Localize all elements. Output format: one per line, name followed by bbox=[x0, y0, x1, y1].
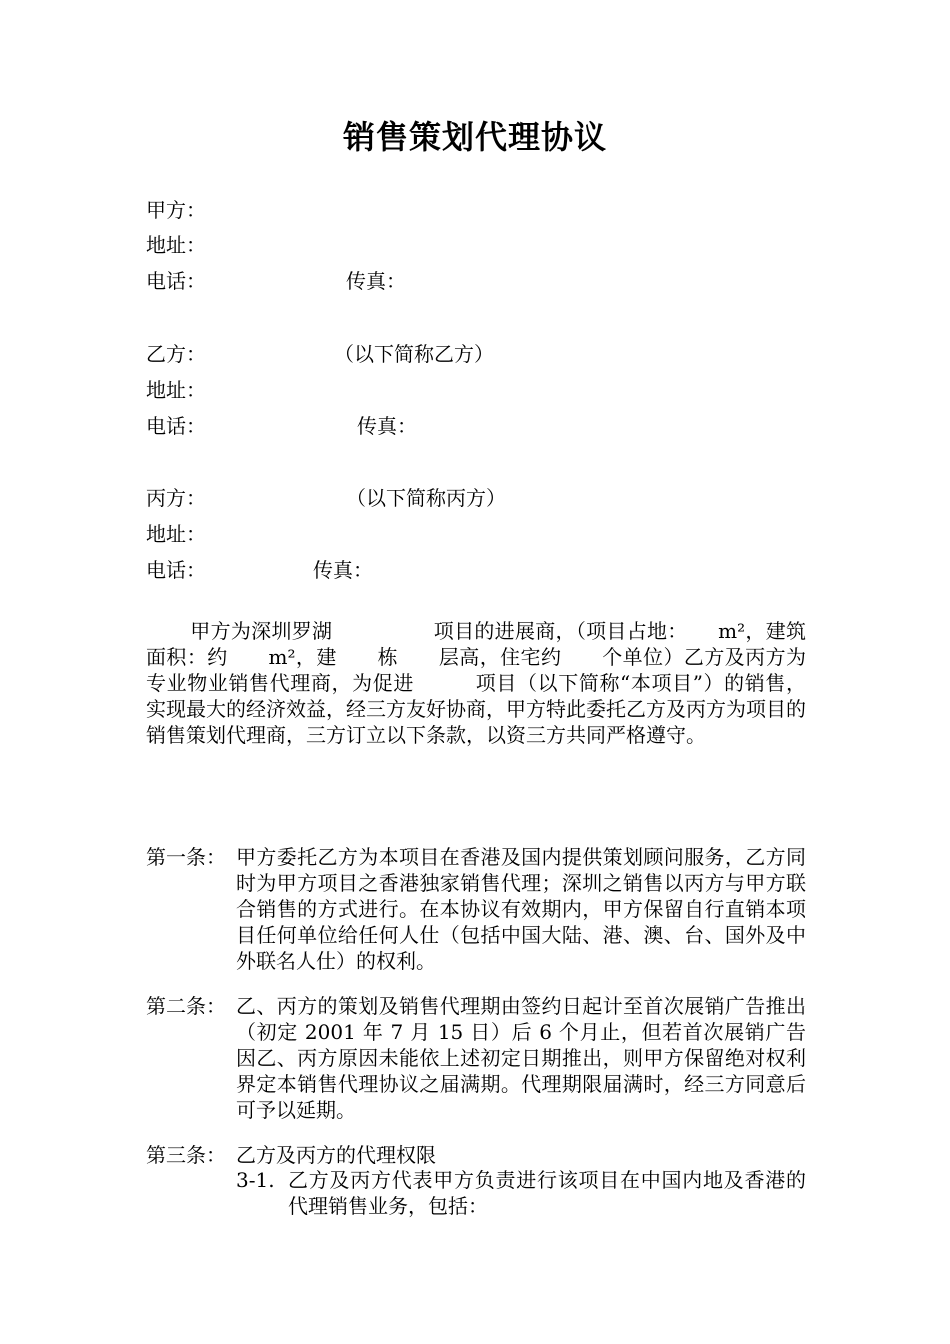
party-c-abbrev: （以下简称丙方） bbox=[346, 486, 506, 510]
article-3-text: 乙方及丙方的代理权限 bbox=[236, 1143, 436, 1167]
article-2-text: 乙、丙方的策划及销售代理期由签约日起计至首次展销广告推出（初定 2001 年 7 月 15 日）后 6 个月止，但若首次展销广告因乙、丙方原因未能依上述初定日期推出，则甲方保留绝对权利界定本销售代理协议之届满期。代理期限届满时，经三方同意后可予以延期。 bbox=[236, 994, 806, 1122]
preamble-text: 甲方为深圳罗湖 项目的进展商，（项目占地： m²，建筑面积：约 m²，建 栋 层高，住宅约 个单位）乙方及丙方为专业物业销售代理商，为促进 项目（以下简称“本项目”）的销售，实现最大的经济效益，经三方友好协商，甲方特此委托乙方及丙方为项目的销售策划代理商，三方订立以下条款，以资三方共同严格遵守。 bbox=[146, 619, 806, 747]
party-b-address-label: 地址： bbox=[146, 378, 206, 402]
party-a-address-label: 地址： bbox=[146, 233, 206, 257]
party-b-fax-label: 传真： bbox=[357, 414, 417, 438]
document-title: 销售策划代理协议 bbox=[342, 118, 607, 156]
party-a-name-label: 甲方： bbox=[146, 198, 206, 222]
party-c-address-label: 地址： bbox=[146, 522, 206, 546]
article-1-heading: 第一条： bbox=[146, 845, 226, 869]
article-1-text: 甲方委托乙方为本项目在香港及国内提供策划顾问服务，乙方同时为甲方项目之香港独家销售代理；深圳之销售以丙方与甲方联合销售的方式进行。在本协议有效期内，甲方保留自行直销本项目任何单位给任何人仕（包括中国大陆、港、澳、台、国外及中外联名人仕）的权利。 bbox=[236, 845, 806, 973]
party-a-phone-label: 电话： bbox=[146, 269, 206, 293]
party-c-phone-label: 电话： bbox=[146, 558, 206, 582]
party-b-name-label: 乙方： bbox=[146, 342, 206, 366]
party-b-phone-label: 电话： bbox=[146, 414, 206, 438]
party-c-fax-label: 传真： bbox=[313, 558, 373, 582]
party-b-abbrev: （以下简称乙方） bbox=[334, 342, 494, 366]
party-c-name-label: 丙方： bbox=[146, 486, 206, 510]
article-2-heading: 第二条： bbox=[146, 994, 226, 1018]
clause-3-1-text: 乙方及丙方代表甲方负责进行该项目在中国内地及香港的代理销售业务，包括： bbox=[288, 1168, 806, 1218]
party-a-fax-label: 传真： bbox=[346, 269, 406, 293]
clause-3-1-number: 3-1. bbox=[236, 1168, 275, 1192]
article-3-heading: 第三条： bbox=[146, 1143, 226, 1167]
preamble-paragraph bbox=[146, 618, 806, 748]
